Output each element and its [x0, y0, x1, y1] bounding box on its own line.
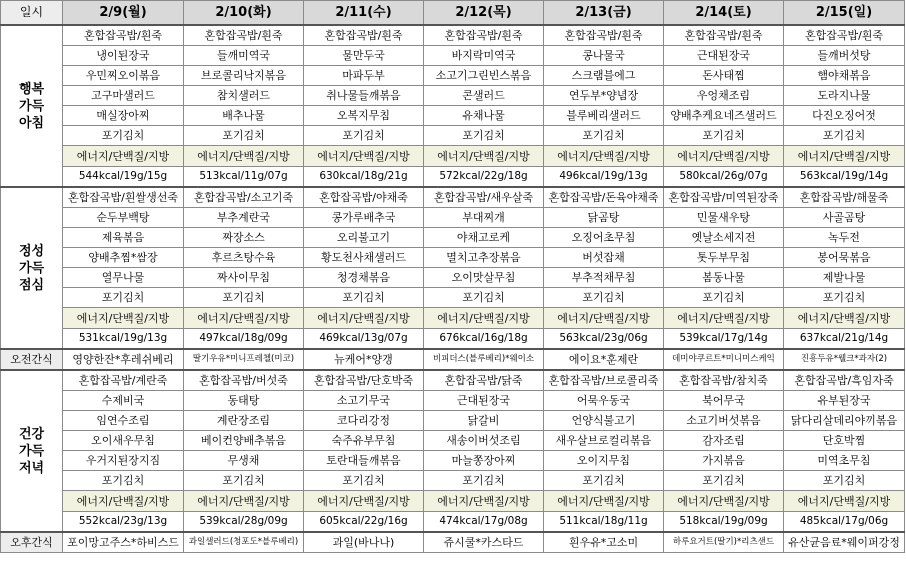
menu-item: 제육볶음 — [63, 228, 184, 248]
snack-item: 뉴케어*양갱 — [304, 349, 424, 370]
day-header: 2/12(목) — [424, 1, 544, 26]
menu-item: 도라지나물 — [784, 86, 905, 106]
menu-item: 멸치고추장볶음 — [424, 248, 544, 268]
nutrition-value: 605kcal/22g/16g — [304, 512, 424, 533]
menu-item: 콘샐러드 — [424, 86, 544, 106]
datetime-label: 일시 — [1, 1, 63, 26]
menu-item: 양배추케요네즈샐러드 — [664, 106, 784, 126]
menu-row — [1, 126, 905, 146]
nutrition-label: 에너지/단백질/지방 — [424, 308, 544, 329]
snack-label: 오후간식 — [1, 532, 63, 553]
menu-item: 혼합잡곡밥/미역된장죽 — [664, 187, 784, 208]
menu-item: 감자조림 — [664, 431, 784, 451]
nutrition-label: 에너지/단백질/지방 — [664, 491, 784, 512]
menu-row — [1, 411, 905, 431]
nutrition-value: 496kcal/19g/13g — [544, 167, 664, 188]
menu-row — [1, 370, 905, 391]
day-header: 2/15(일) — [784, 1, 905, 26]
menu-item: 포기김치 — [63, 471, 184, 491]
menu-item: 동태탕 — [184, 391, 304, 411]
menu-item: 혼합잡곡밥/참치죽 — [664, 370, 784, 391]
menu-item: 포기김치 — [544, 126, 664, 146]
menu-item: 포기김치 — [184, 288, 304, 308]
menu-item: 새우살브로컬리볶음 — [544, 431, 664, 451]
nutrition-label-row — [1, 308, 905, 329]
menu-item: 혼합잡곡밥/흑임자죽 — [784, 370, 905, 391]
nutrition-value: 474kcal/17g/08g — [424, 512, 544, 533]
menu-item: 바지락미역국 — [424, 46, 544, 66]
menu-row — [1, 431, 905, 451]
nutrition-label: 에너지/단백질/지방 — [63, 308, 184, 329]
menu-item: 고구마샐러드 — [63, 86, 184, 106]
menu-row — [1, 46, 905, 66]
menu-item: 혼합잡곡밥/흰죽 — [63, 25, 184, 46]
menu-item: 포기김치 — [664, 471, 784, 491]
nutrition-label: 에너지/단백질/지방 — [184, 491, 304, 512]
menu-item: 베이컨양배추볶음 — [184, 431, 304, 451]
menu-item: 짜사이무침 — [184, 268, 304, 288]
menu-item: 배추나물 — [184, 106, 304, 126]
menu-item: 우엉채조림 — [664, 86, 784, 106]
menu-item: 임연수조림 — [63, 411, 184, 431]
menu-item: 혼합잡곡밥/소고기죽 — [184, 187, 304, 208]
day-header: 2/13(금) — [544, 1, 664, 26]
header-row — [1, 1, 905, 26]
menu-item: 사골곰탕 — [784, 208, 905, 228]
menu-item: 미역초무침 — [784, 451, 905, 471]
snack-item: 과일샐러드(청포도*블루베리) — [184, 532, 304, 553]
nutrition-label: 에너지/단백질/지방 — [424, 146, 544, 167]
menu-item: 소고기무국 — [304, 391, 424, 411]
menu-item: 우거지된장지짐 — [63, 451, 184, 471]
menu-item: 양배추찜*쌈장 — [63, 248, 184, 268]
menu-item: 우민찌오이볶음 — [63, 66, 184, 86]
menu-item: 포기김치 — [784, 471, 905, 491]
menu-item: 부추계란국 — [184, 208, 304, 228]
nutrition-label: 에너지/단백질/지방 — [63, 491, 184, 512]
snack-item: 에이요*훈제란 — [544, 349, 664, 370]
menu-item: 순두부백탕 — [63, 208, 184, 228]
menu-item: 새송이버섯조림 — [424, 431, 544, 451]
menu-item: 열무나물 — [63, 268, 184, 288]
nutrition-label: 에너지/단백질/지방 — [304, 146, 424, 167]
nutrition-label: 에너지/단백질/지방 — [784, 491, 905, 512]
menu-item: 혼합잡곡밥/버섯죽 — [184, 370, 304, 391]
menu-item: 혼합잡곡밥/새우살죽 — [424, 187, 544, 208]
menu-item: 혼합잡곡밥/브로콜리죽 — [544, 370, 664, 391]
nutrition-value: 580kcal/26g/07g — [664, 167, 784, 188]
menu-item: 혼합잡곡밥/야채죽 — [304, 187, 424, 208]
menu-item: 포기김치 — [544, 288, 664, 308]
menu-item: 녹두전 — [784, 228, 905, 248]
menu-row — [1, 187, 905, 208]
menu-item: 포기김치 — [304, 126, 424, 146]
snack-item: 유산균음료*웨이퍼강정 — [784, 532, 905, 553]
menu-item: 포기김치 — [63, 288, 184, 308]
snack-item: 딸기우유*미니프레첼(미코) — [184, 349, 304, 370]
menu-item: 포기김치 — [304, 471, 424, 491]
menu-item: 포기김치 — [784, 288, 905, 308]
menu-item: 오리불고기 — [304, 228, 424, 248]
nutrition-label: 에너지/단백질/지방 — [424, 491, 544, 512]
menu-item: 혼합잡곡밥/닭죽 — [424, 370, 544, 391]
menu-item: 냉이된장국 — [63, 46, 184, 66]
menu-item: 포기김치 — [424, 288, 544, 308]
nutrition-value: 544kcal/19g/15g — [63, 167, 184, 188]
menu-row — [1, 471, 905, 491]
snack-item: 쥬시쿨*카스타드 — [424, 532, 544, 553]
nutrition-value: 518kcal/19g/09g — [664, 512, 784, 533]
menu-item: 근대된장국 — [424, 391, 544, 411]
menu-item: 가지볶음 — [664, 451, 784, 471]
nutrition-label: 에너지/단백질/지방 — [63, 146, 184, 167]
menu-item: 혼합잡곡밥/계란죽 — [63, 370, 184, 391]
nutrition-value: 497kcal/18g/09g — [184, 329, 304, 350]
nutrition-values-row — [1, 512, 905, 533]
am-snack-row — [1, 349, 905, 370]
menu-item: 포기김치 — [184, 126, 304, 146]
menu-item: 혼합잡곡밥/돈육야채죽 — [544, 187, 664, 208]
menu-item: 포기김치 — [784, 126, 905, 146]
menu-item: 햄야채볶음 — [784, 66, 905, 86]
menu-item: 톳두부무침 — [664, 248, 784, 268]
menu-item: 토란대들깨볶음 — [304, 451, 424, 471]
snack-item: 비피더스(블루베리)*웨이소 — [424, 349, 544, 370]
meal-label: 정성 가득 점심 — [1, 187, 63, 349]
menu-item: 소고기버섯볶음 — [664, 411, 784, 431]
menu-item: 닭갈비 — [424, 411, 544, 431]
menu-row — [1, 66, 905, 86]
menu-row — [1, 106, 905, 126]
menu-item: 혼합잡곡밥/단호박죽 — [304, 370, 424, 391]
menu-item: 포기김치 — [304, 288, 424, 308]
nutrition-label-row — [1, 491, 905, 512]
menu-item: 혼합잡곡밥/흰죽 — [784, 25, 905, 46]
nutrition-label: 에너지/단백질/지방 — [184, 146, 304, 167]
nutrition-label: 에너지/단백질/지방 — [304, 308, 424, 329]
menu-item: 혼합잡곡밥/흰죽 — [544, 25, 664, 46]
menu-row — [1, 451, 905, 471]
menu-item: 닭다리살데리야끼볶음 — [784, 411, 905, 431]
menu-item: 혼합잡곡밥/흰죽 — [664, 25, 784, 46]
nutrition-value: 676kcal/16g/18g — [424, 329, 544, 350]
nutrition-values-row — [1, 167, 905, 188]
meal-label: 행복 가득 아침 — [1, 25, 63, 187]
menu-row — [1, 86, 905, 106]
menu-item: 혼합잡곡밥/흰죽 — [424, 25, 544, 46]
snack-label: 오전간식 — [1, 349, 63, 370]
menu-item: 혼합잡곡밥/흰죽 — [304, 25, 424, 46]
nutrition-label: 에너지/단백질/지방 — [664, 146, 784, 167]
day-header: 2/9(월) — [63, 1, 184, 26]
pm-snack-row — [1, 532, 905, 553]
menu-item: 옛날소세지전 — [664, 228, 784, 248]
menu-row — [1, 288, 905, 308]
day-header: 2/10(화) — [184, 1, 304, 26]
nutrition-label: 에너지/단백질/지방 — [784, 308, 905, 329]
snack-item: 포이망고주스*하비스드 — [63, 532, 184, 553]
menu-item: 소고기그린빈스볶음 — [424, 66, 544, 86]
menu-item: 오이지무침 — [544, 451, 664, 471]
nutrition-value: 563kcal/23g/06g — [544, 329, 664, 350]
nutrition-label: 에너지/단백질/지방 — [664, 308, 784, 329]
nutrition-values-row — [1, 329, 905, 350]
menu-item: 참치샐러드 — [184, 86, 304, 106]
menu-item: 부추적채무침 — [544, 268, 664, 288]
menu-item: 수제비국 — [63, 391, 184, 411]
menu-item: 야채고로케 — [424, 228, 544, 248]
nutrition-value: 513kcal/11g/07g — [184, 167, 304, 188]
menu-item: 스크램블에그 — [544, 66, 664, 86]
menu-item: 황도천사채샐러드 — [304, 248, 424, 268]
menu-item: 민물새우탕 — [664, 208, 784, 228]
menu-item: 숙주유부무침 — [304, 431, 424, 451]
day-header: 2/11(수) — [304, 1, 424, 26]
menu-item: 제발나물 — [784, 268, 905, 288]
menu-item: 콩나물국 — [544, 46, 664, 66]
menu-item: 버섯잡채 — [544, 248, 664, 268]
menu-item: 포기김치 — [424, 126, 544, 146]
menu-item: 포기김치 — [63, 126, 184, 146]
menu-item: 코다리강정 — [304, 411, 424, 431]
nutrition-value: 572kcal/22g/18g — [424, 167, 544, 188]
nutrition-label: 에너지/단백질/지방 — [784, 146, 905, 167]
menu-item: 봄동나물 — [664, 268, 784, 288]
snack-item: 흰우유*고소미 — [544, 532, 664, 553]
nutrition-value: 531kcal/19g/13g — [63, 329, 184, 350]
menu-item: 짜장소스 — [184, 228, 304, 248]
menu-item: 들깨버섯탕 — [784, 46, 905, 66]
snack-item: 진흥두유*웰크*과자(2) — [784, 349, 905, 370]
menu-item: 유채나물 — [424, 106, 544, 126]
meal-label: 건강 가득 저녁 — [1, 370, 63, 532]
menu-row — [1, 25, 905, 46]
nutrition-label: 에너지/단백질/지방 — [544, 146, 664, 167]
menu-item: 부대찌개 — [424, 208, 544, 228]
menu-item: 근대된장국 — [664, 46, 784, 66]
menu-item: 포기김치 — [544, 471, 664, 491]
nutrition-value: 539kcal/28g/09g — [184, 512, 304, 533]
menu-item: 오징어초무침 — [544, 228, 664, 248]
menu-item: 무생채 — [184, 451, 304, 471]
menu-item: 닭곰탕 — [544, 208, 664, 228]
menu-item: 언양식불고기 — [544, 411, 664, 431]
menu-item: 마늘쫑장아찌 — [424, 451, 544, 471]
menu-item: 혼합잡곡밥/해물죽 — [784, 187, 905, 208]
menu-item: 물만두국 — [304, 46, 424, 66]
menu-item: 마파두부 — [304, 66, 424, 86]
nutrition-value: 539kcal/17g/14g — [664, 329, 784, 350]
menu-item: 오복지무침 — [304, 106, 424, 126]
nutrition-value: 485kcal/17g/06g — [784, 512, 905, 533]
menu-item: 브로콜리낙지볶음 — [184, 66, 304, 86]
menu-item: 매실장아찌 — [63, 106, 184, 126]
menu-row — [1, 391, 905, 411]
snack-item: 영양한잔*후레쉬베리 — [63, 349, 184, 370]
nutrition-label: 에너지/단백질/지방 — [304, 491, 424, 512]
snack-item: 데미야쿠르트*미니미스케익 — [664, 349, 784, 370]
menu-item: 돈사태찜 — [664, 66, 784, 86]
nutrition-label-row — [1, 146, 905, 167]
menu-item: 청경채볶음 — [304, 268, 424, 288]
nutrition-value: 563kcal/19g/14g — [784, 167, 905, 188]
nutrition-value: 630kcal/18g/21g — [304, 167, 424, 188]
menu-item: 혼합잡곡밥/흰죽 — [184, 25, 304, 46]
menu-item: 콩가루배추국 — [304, 208, 424, 228]
menu-item: 포기김치 — [664, 126, 784, 146]
menu-item: 계란장조림 — [184, 411, 304, 431]
menu-item: 유부된장국 — [784, 391, 905, 411]
menu-item: 포기김치 — [664, 288, 784, 308]
menu-row — [1, 228, 905, 248]
snack-item: 과일(바나나) — [304, 532, 424, 553]
menu-row — [1, 208, 905, 228]
menu-item: 오이새우무침 — [63, 431, 184, 451]
menu-item: 다진오징어젓 — [784, 106, 905, 126]
menu-item: 포기김치 — [184, 471, 304, 491]
menu-item: 후르츠탕수육 — [184, 248, 304, 268]
menu-item: 봉어묵볶음 — [784, 248, 905, 268]
nutrition-value: 552kcal/23g/13g — [63, 512, 184, 533]
nutrition-value: 511kcal/18g/11g — [544, 512, 664, 533]
menu-item: 연두부*양념장 — [544, 86, 664, 106]
nutrition-label: 에너지/단백질/지방 — [544, 491, 664, 512]
menu-row — [1, 248, 905, 268]
menu-item: 들깨미역국 — [184, 46, 304, 66]
menu-item: 단호박찜 — [784, 431, 905, 451]
day-header: 2/14(토) — [664, 1, 784, 26]
snack-item: 하루요거트(딸기)*리츠샌드 — [664, 532, 784, 553]
menu-item: 포기김치 — [424, 471, 544, 491]
menu-item: 블루베리샐러드 — [544, 106, 664, 126]
nutrition-value: 469kcal/13g/07g — [304, 329, 424, 350]
nutrition-label: 에너지/단백질/지방 — [184, 308, 304, 329]
nutrition-label: 에너지/단백질/지방 — [544, 308, 664, 329]
nutrition-value: 637kcal/21g/14g — [784, 329, 905, 350]
menu-row — [1, 268, 905, 288]
menu-item: 북어무국 — [664, 391, 784, 411]
menu-item: 오이맛살무침 — [424, 268, 544, 288]
menu-item: 혼합잡곡밥/흰쌀생선죽 — [63, 187, 184, 208]
menu-item: 취나물들깨볶음 — [304, 86, 424, 106]
menu-item: 어묵우동국 — [544, 391, 664, 411]
